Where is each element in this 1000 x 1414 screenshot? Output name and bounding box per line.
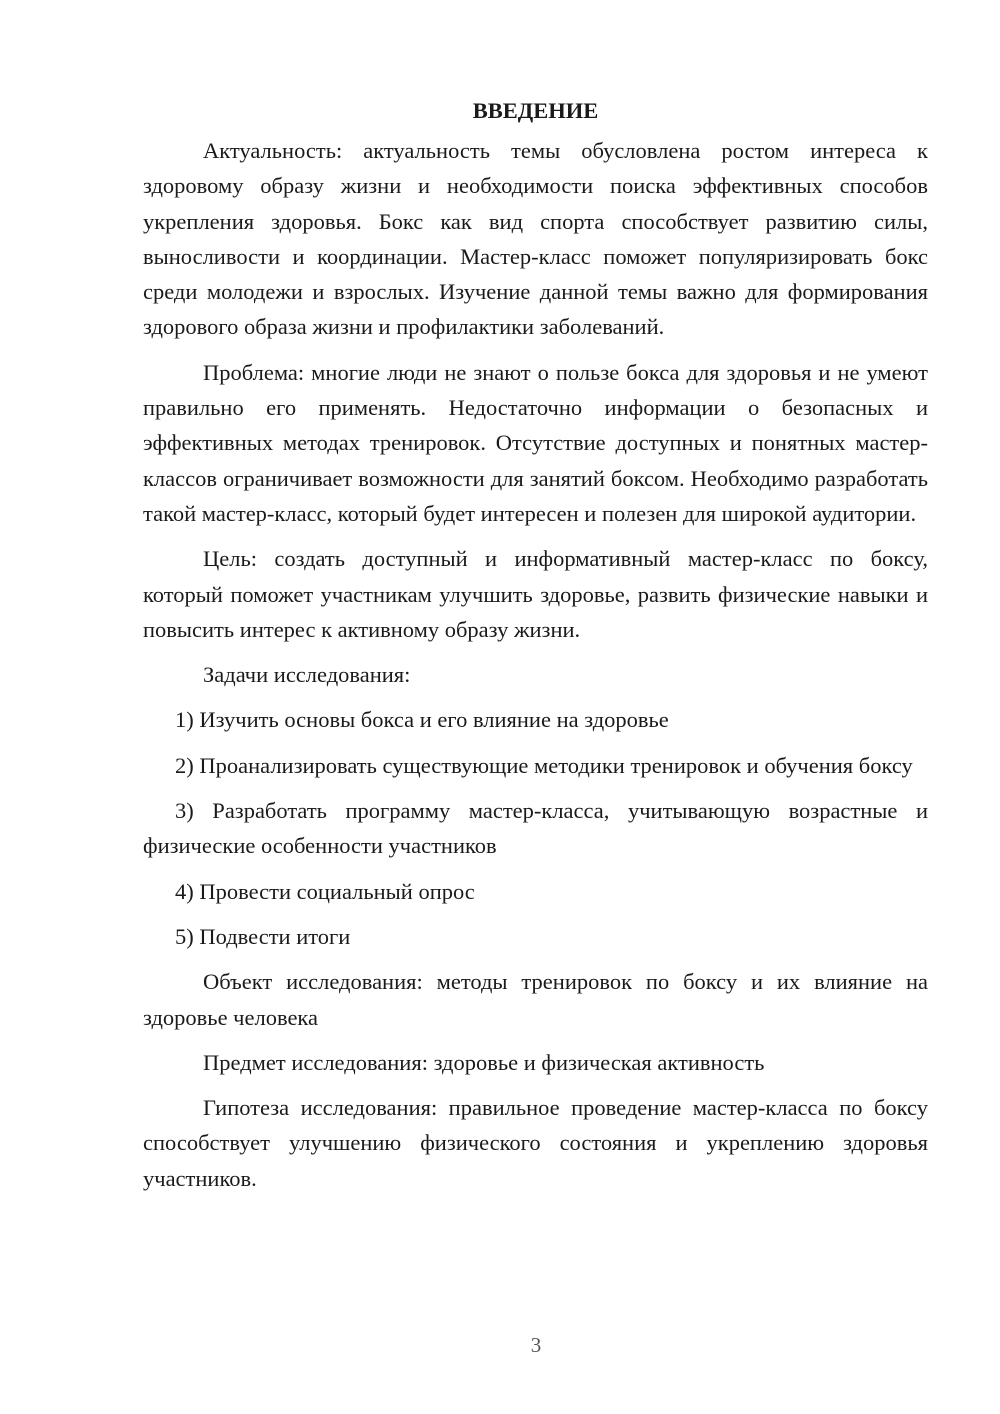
task-item-2: 2) Проанализировать существующие методики тренировок и обучения боксу (175, 752, 913, 778)
relevance-paragraph: Актуальность: актуальность темы обусловлена ростом интереса к здоровому образу жизни и необходимости поиска эффективных способов укрепления здоровья. Бокс как вид спорта способствует развитию силы, выносливости и координации. Мастер-класс поможет популяризировать бокс среди молодежи и взрослых. Изучение данной темы важно для формирования здорового образа жизни и профилактики заболеваний. (143, 138, 928, 340)
page-number: 3 (530, 1333, 542, 1357)
page-title: ВВЕДЕНИЕ (472, 98, 599, 123)
goal-paragraph: Цель: создать доступный и информативный мастер-класс по боксу, который поможет участникам улучшить здоровье, развить физические навыки и повысить интерес к активному образу жизни. (143, 546, 928, 642)
task-item-4: 4) Провести социальный опрос (175, 878, 475, 904)
task-item-3: 3) Разработать программу мастер-класса, учитывающую возрастные и физические особенности участников (143, 798, 928, 859)
hypothesis-paragraph: Гипотеза исследования: правильное проведение мастер-класса по боксу способствует улучшению физического состояния и укреплению здоровья участников. (143, 1095, 928, 1191)
tasks-heading: Задачи исследования: (203, 662, 411, 688)
task-item-5: 5) Подвести итоги (175, 923, 351, 949)
subject-paragraph: Предмет исследования: здоровье и физическая активность (203, 1049, 765, 1075)
object-paragraph: Объект исследования: методы тренировок по боксу и их влияние на здоровье человека (143, 969, 928, 1030)
task-item-1: 1) Изучить основы бокса и его влияние на здоровье (175, 707, 669, 733)
page-content (143, 93, 928, 1196)
problem-paragraph: Проблема: многие люди не знают о пользе бокса для здоровья и не умеют правильно его применять. Недостаточно информации о безопасных и эффективных методах тренировок. Отсутствие доступных и понятных мастер-классов ограничивает возможности для занятий боксом. Необходимо разработать такой мастер-класс, который будет интересен и полезен для широкой аудитории. (143, 359, 928, 526)
